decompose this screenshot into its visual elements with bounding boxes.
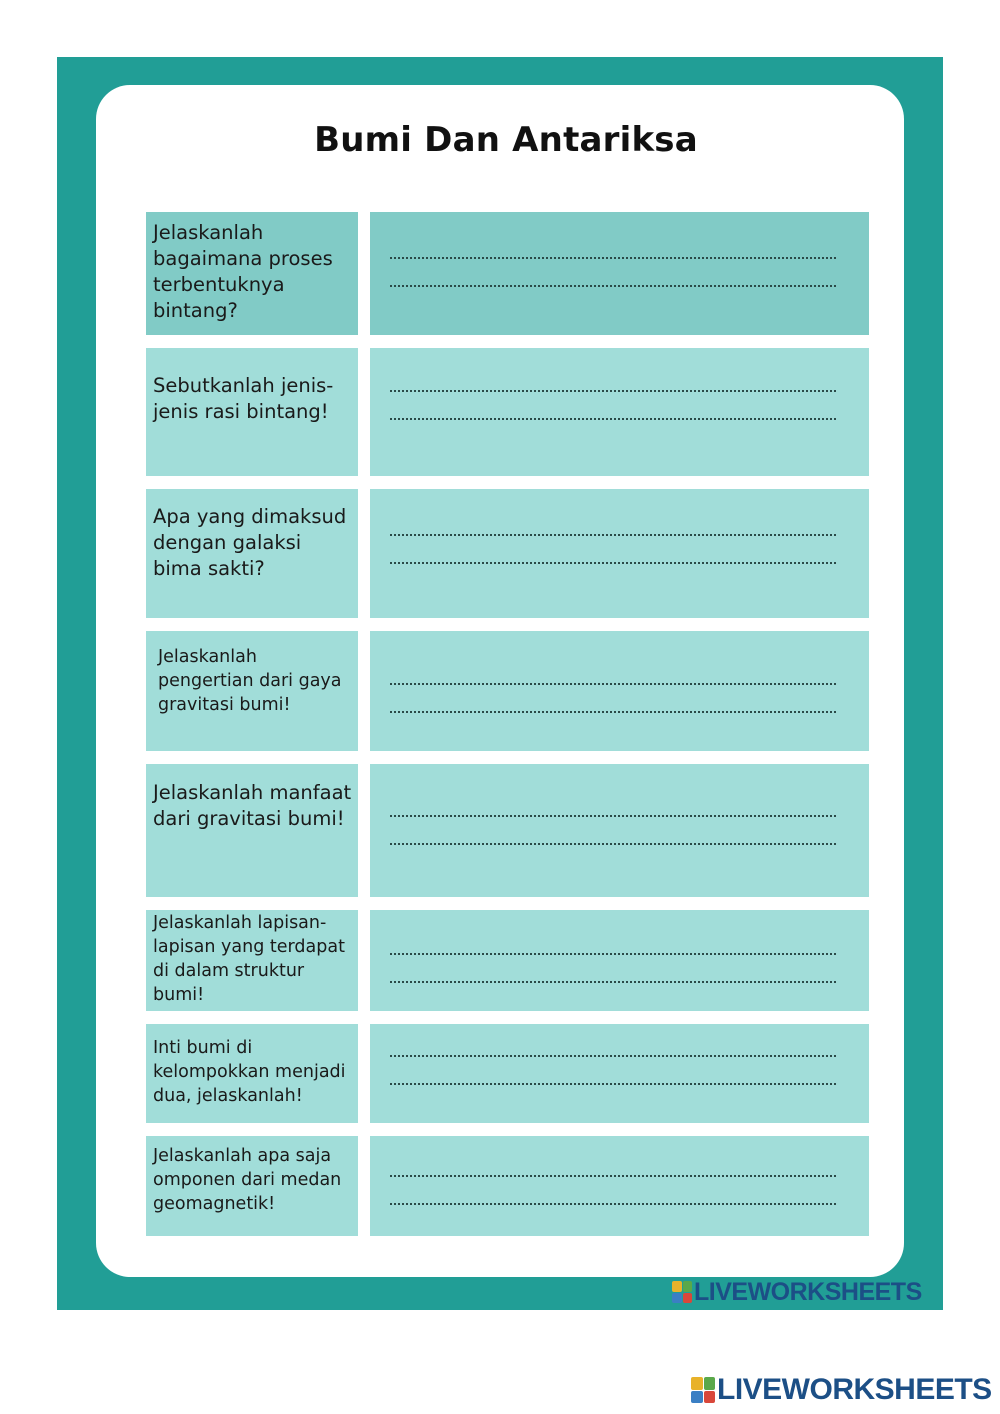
question-row: [146, 631, 869, 751]
liveworksheets-logo-icon: [672, 1281, 692, 1303]
question-text: Jelaskanlah manfaat dari gravitasi bumi!: [146, 764, 358, 897]
answer-field[interactable]: [370, 212, 869, 335]
liveworksheets-logo-icon: [691, 1377, 715, 1403]
answer-field[interactable]: [370, 348, 869, 476]
question-text: Jelaskanlah bagaimana proses terbentuknya bintang?: [146, 212, 358, 335]
answer-line: [390, 1203, 836, 1205]
question-text: Jelaskanlah apa saja omponen dari medan geomagnetik!: [146, 1136, 358, 1236]
answer-line: [390, 981, 836, 983]
question-row: [146, 910, 869, 1011]
question-row: [146, 489, 869, 618]
answer-line: [390, 1055, 836, 1057]
answer-line: [390, 843, 836, 845]
answer-field[interactable]: [370, 631, 869, 751]
question-row: [146, 764, 869, 897]
answer-line: [390, 1175, 836, 1177]
answer-line: [390, 562, 836, 564]
answer-field[interactable]: [370, 910, 869, 1011]
answer-field[interactable]: [370, 764, 869, 897]
question-text: Jelaskanlah pengertian dari gaya gravitasi bumi!: [146, 631, 358, 751]
answer-field[interactable]: [370, 489, 869, 618]
question-text: Jelaskanlah lapisan-lapisan yang terdapat di dalam struktur bumi!: [146, 910, 358, 1011]
answer-line: [390, 711, 836, 713]
answer-line: [390, 257, 836, 259]
answer-line: [390, 953, 836, 955]
worksheet-title: Bumi Dan Antariksa: [314, 120, 698, 160]
watermark-brand: LIVEWORKSHEETS: [694, 1277, 922, 1306]
question-text: Sebutkanlah jenis-jenis rasi bintang!: [146, 348, 358, 476]
question-row: [146, 212, 869, 335]
answer-field[interactable]: [370, 1136, 869, 1236]
liveworksheets-watermark: [672, 1277, 922, 1307]
question-row: [146, 1136, 869, 1236]
footer-brand: LIVEWORKSHEETS: [717, 1373, 992, 1406]
question-text: Inti bumi di kelompokkan menjadi dua, jelaskanlah!: [146, 1024, 358, 1123]
answer-line: [390, 1083, 836, 1085]
answer-line: [390, 815, 836, 817]
liveworksheets-footer-logo: [691, 1373, 992, 1407]
answer-field[interactable]: [370, 1024, 869, 1123]
answer-line: [390, 683, 836, 685]
question-row: [146, 1024, 869, 1123]
question-row: [146, 348, 869, 476]
answer-line: [390, 285, 836, 287]
answer-line: [390, 418, 836, 420]
question-text: Apa yang dimaksud dengan galaksi bima sakti?: [146, 489, 358, 618]
answer-line: [390, 390, 836, 392]
answer-line: [390, 534, 836, 536]
